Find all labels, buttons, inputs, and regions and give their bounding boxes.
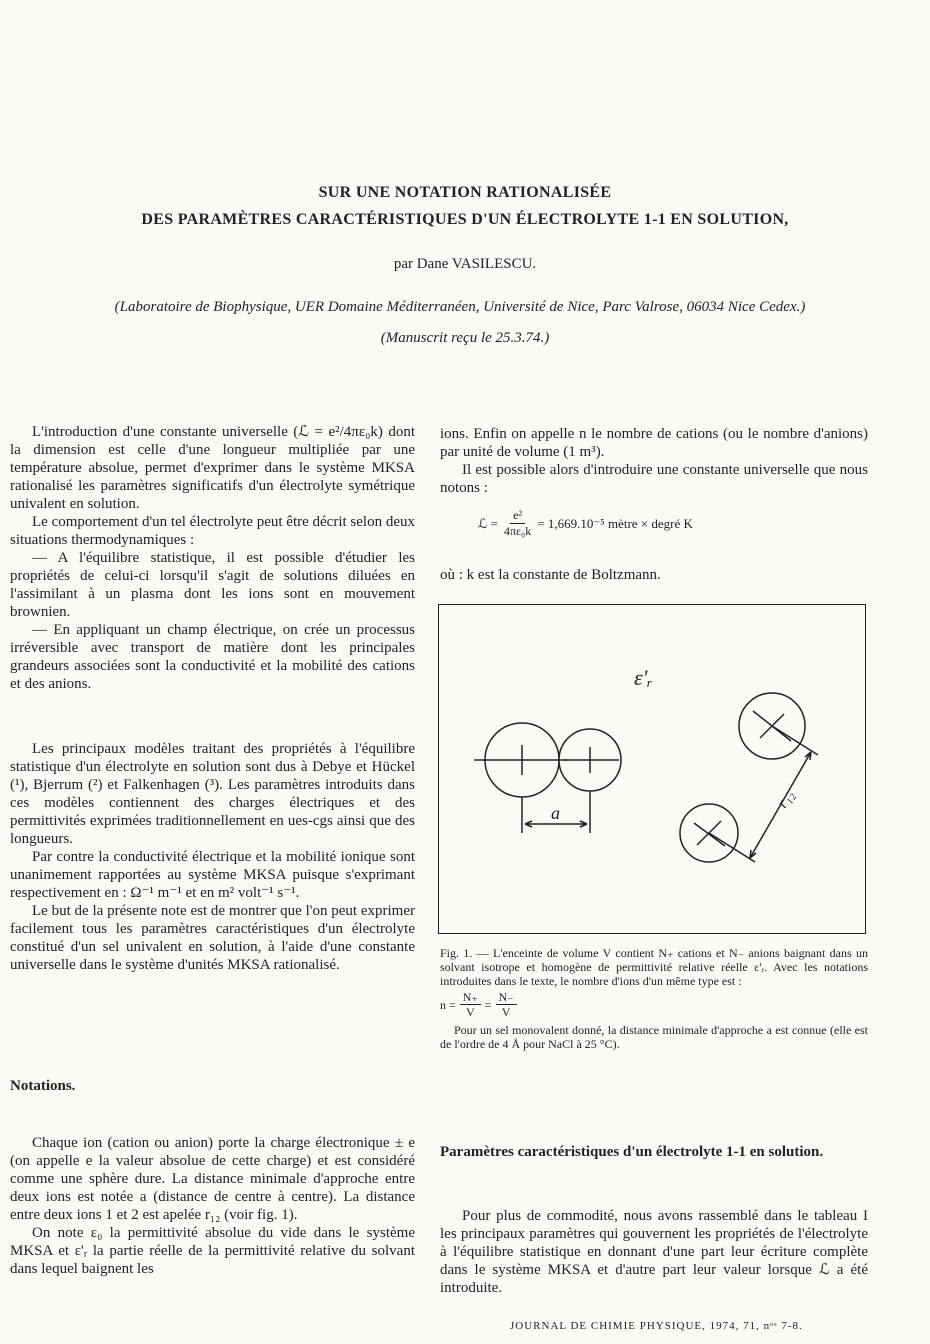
caption-fraction-1 <box>460 990 481 1019</box>
constant-formula <box>478 508 693 539</box>
journal-footer: JOURNAL DE CHIMIE PHYSIQUE, 1974, 71, nᵒˢ 7-8. <box>510 1320 803 1332</box>
article-title-line-2: DES PARAMÈTRES CARACTÉRISTIQUES D'UN ÉLECTROLYTE 1-1 EN SOLUTION, <box>141 211 789 228</box>
formula-lhs: ℒ = <box>478 515 498 531</box>
paragraph: Les principaux modèles traitant des propriétés à l'équilibre statistique d'un électrolyte en solution sont dus à Debye et Hückel (¹), Bjerrum (²) et Falkenhagen (³). Les paramètres introduits dans ces modèles contiennent des charges électriques et des permittivités exprimées traditionnellement en ues-cgs ainsi que des longueurs. <box>10 741 415 847</box>
article-title-line-1: SUR UNE NOTATION RATIONALISÉE <box>318 184 612 201</box>
boltzmann-line <box>440 566 868 584</box>
notations-block <box>10 1134 415 1278</box>
caption-formula <box>440 990 868 1019</box>
paragraph: où : k est la constante de Boltzmann. <box>440 567 661 583</box>
notations-heading: Notations. <box>10 1078 76 1094</box>
author-line: par Dane VASILESCU. <box>393 256 537 272</box>
paragraph: L'introduction d'une constante universelle (ℒ = e²/4πε₀k) dont la dimension est celle d'une longueur multipliée par une température absolue, permet d'exprimer dans le système MKSA rationalisé les paramètres significatifs d'un électrolyte symétrique univalent en solution. <box>10 424 415 512</box>
caption-formula-eq: = <box>484 997 492 1012</box>
distance-r12-label: r₁₂ <box>773 787 798 812</box>
paragraph: On note ε₀ la permittivité absolue du vide dans le système MKSA et ε'ᵣ la partie réelle de la permittivité relative du solvant dans lequel baignent les <box>10 1225 415 1277</box>
paragraph: — En appliquant un champ électrique, on crée un processus irréversible avec transport de matière dont les principales grandeurs associées sont la conductivité et la mobilité des cations et des anions. <box>10 622 415 692</box>
caption-denominator-2: V <box>501 1005 511 1019</box>
caption-formula-lhs: n = <box>440 997 456 1012</box>
figure-caption <box>440 946 868 1051</box>
formula-numerator: e² <box>510 508 525 524</box>
paragraph: ions. Enfin on appelle n le nombre de cations (ou le nombre d'anions) par unité de volume (1 m³). <box>440 426 868 460</box>
caption-fraction-2 <box>496 990 517 1019</box>
affiliation: (Laboratoire de Biophysique, UER Domaine Méditerranéen, Université de Nice, Parc Valrose, 06034 Nice Cedex.) <box>114 299 806 315</box>
formula-fraction <box>504 508 531 539</box>
paragraph: Chaque ion (cation ou anion) porte la charge électronique ± e (on appelle e la valeur absolue de cette charge) et est considéré comme une sphère dure. La distance minimale d'approche entre deux ions est notée a (distance de centre à centre). La distance entre deux ions 1 et 2 est apelée r₁₂ (voir fig. 1). <box>10 1135 415 1223</box>
section-heading: Paramètres caractéristiques d'un électrolyte 1-1 en solution. <box>440 1144 824 1160</box>
formula-rhs: = 1,669.10⁻⁵ mètre × degré K <box>537 515 693 531</box>
paragraph: Par contre la conductivité électrique et la mobilité ionique sont unanimement rapportées au système MKSA puisque s'exprimant respectivement en : Ω⁻¹ m⁻¹ et en m² volt⁻¹ s⁻¹. <box>10 849 415 901</box>
paragraph: Pour plus de commodité, nous avons rassemblé dans le tableau I les principaux paramètres qui gouvernent les propriétés de l'électrolyte à l'équilibre statistique en donnant d'une part leur écriture complète dans le système MKSA et d'autre part leur valeur lorsque ℒ a été introduite. <box>440 1208 868 1296</box>
figure-1 <box>438 604 866 934</box>
caption-paragraph: Pour un sel monovalent donné, la distance minimale d'approche a est connue (elle est de l'ordre de 4 Å pour NaCl à 25 °C). <box>440 1023 868 1051</box>
section-block <box>440 1207 868 1297</box>
paragraph: — A l'équilibre statistique, il est possible d'étudier les propriétés de celui-ci lorsqu'il s'agit de solutions diluées en l'assimilant à un plasma dont les ions sont en mouvement brownien. <box>10 550 415 620</box>
paragraph: Il est possible alors d'introduire une constante universelle que nous notons : <box>440 462 868 496</box>
caption-numerator-1: N₊ <box>460 990 481 1005</box>
caption-numerator-2: N₋ <box>496 990 517 1005</box>
figure-1-drawing <box>439 605 864 932</box>
permittivity-label: ε'ᵣ <box>634 665 653 690</box>
paragraph: Le but de la présente note est de montrer que l'on peut exprimer facilement tous les paramètres caractéristiques d'un électrolyte constitué d'un sel univalent en solution, à l'aide d'une constante universelle dans le système d'unités MKSA rationalisé. <box>10 903 415 973</box>
manuscript-date: (Manuscrit reçu le 25.3.74.) <box>380 330 550 346</box>
distance-a-label: a <box>551 803 560 823</box>
formula-denominator: 4πε₀k <box>503 524 532 538</box>
caption-denominator-1: V <box>465 1005 475 1019</box>
caption-paragraph: Fig. 1. — L'enceinte de volume V contient N₊ cations et N₋ anions baignant dans un solvant isotrope et homogène de permittivité relative réelle ε'ᵣ. Avec les notations introduites dans le texte, le nombre d'ions d'un même type est : <box>440 946 868 988</box>
paragraph: Le comportement d'un tel électrolyte peut être décrit selon deux situations thermodynamiques : <box>10 514 415 548</box>
right-intro-block <box>440 425 868 497</box>
intro-block <box>10 423 415 693</box>
models-block <box>10 740 415 974</box>
